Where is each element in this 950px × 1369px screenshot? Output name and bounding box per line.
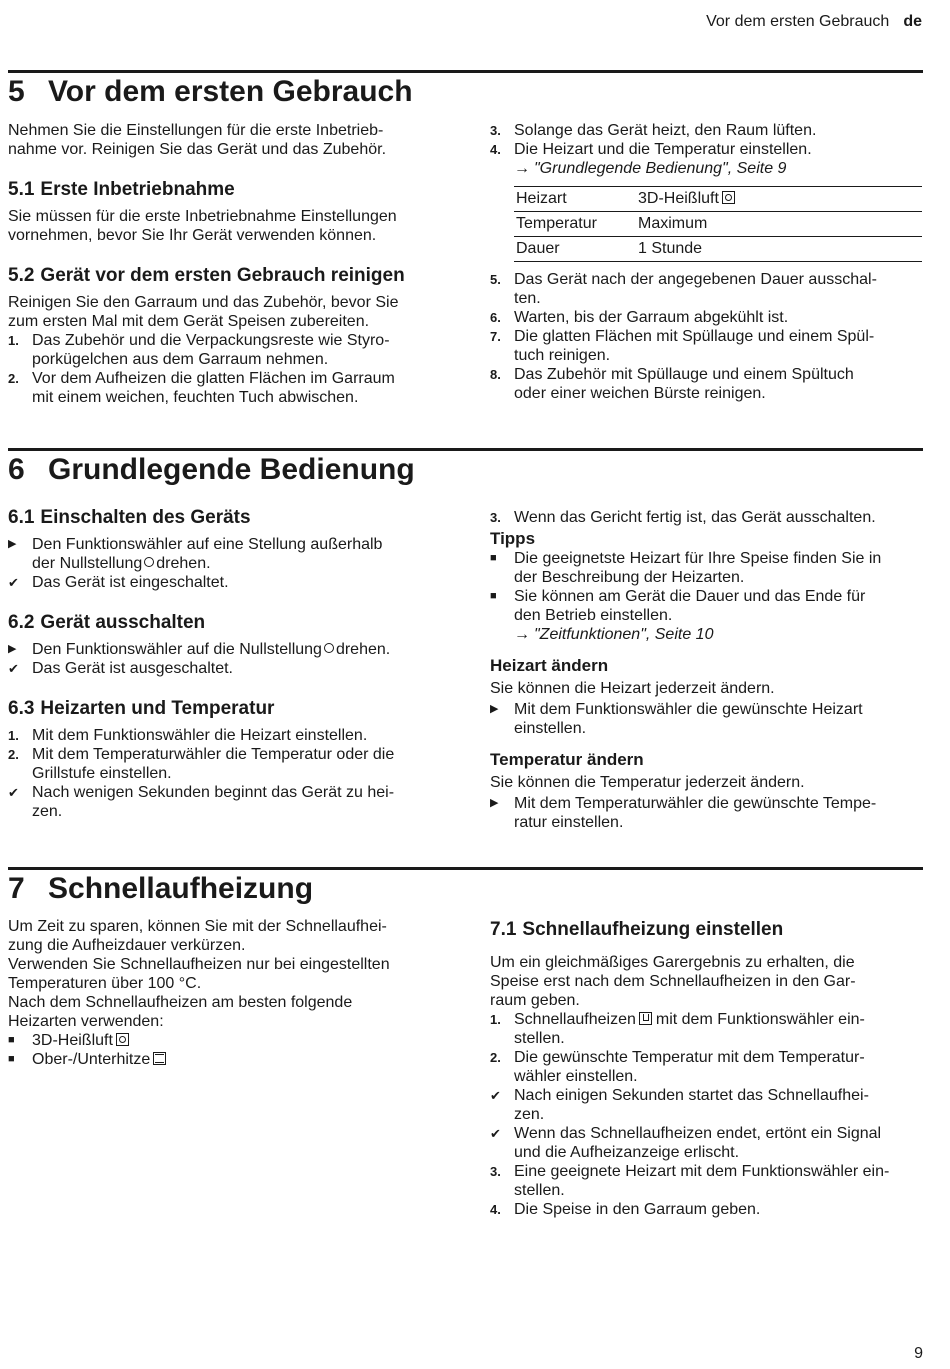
cross-reference-link[interactable]: → "Grundlegende Bedienung", Seite 9 [514,160,787,177]
bullet-square-icon: ■ [8,1034,15,1046]
quick-heat-icon [639,1012,652,1025]
cross-reference-link[interactable]: → "Zeitfunktionen", Seite 10 [514,626,714,643]
list-item: 3. Wenn das Gericht fertig ist, das Gerät ausschalten. [490,509,876,526]
zero-position-icon [324,643,334,653]
header-language: de [903,13,922,30]
list-item: 4. Die Speise in den Garraum geben. [490,1201,761,1218]
action-triangle-icon: ▶ [490,703,499,715]
hot-air-3d-icon [722,191,735,204]
s71-heading: 7.1 Schnellaufheizung einstellen [490,919,784,940]
section-6-heading: 6 Grundlegende Bedienung [8,453,415,486]
list-item: 1. Mit dem Funktionswähler die Heizart einstellen. [8,727,368,744]
table-row: Heizart 3D-Heißluft [514,187,922,212]
s52-heading: 5.2 Gerät vor dem ersten Gebrauch reinigen [8,265,405,286]
section-7-rule [8,867,923,870]
page-number: 9 [914,1345,923,1362]
heizart-list [490,700,922,738]
list-item: 1. Schnellaufheizen mit dem Funktionswähler ein- stellen. [490,1011,865,1047]
list-item: 8. Das Zubehör mit Spüllauge und einem Spültuch oder einer weichen Bürste reinigen. [490,366,854,402]
check-icon: ✔ [490,1126,501,1141]
list-item: ■ Ober-/Unterhitze [8,1050,440,1069]
s61-heading: 6.1 Einschalten des Geräts [8,507,251,528]
temperature-list [490,794,922,832]
s51-text: Sie müssen für die erste Inbetriebnahme Einstellungen vornehmen, bevor Sie Ihr Gerät verwenden können. [8,208,397,244]
section-7-left-column [8,917,440,1069]
s63-list [8,726,440,821]
top-bottom-heat-icon [153,1052,166,1065]
hot-air-3d-icon [116,1033,129,1046]
tips-list [490,549,922,644]
list-item: 3. Solange das Gerät heizt, den Raum lüften. [490,122,817,139]
table-row: Temperatur Maximum [514,212,922,237]
list-item: ■ 3D-Heißluft [8,1031,440,1050]
s61-list [8,535,440,592]
list-item: ▶ Mit dem Temperaturwähler die gewünschte Tempe- ratur einstellen. [490,795,877,831]
list-item: ✔ Nach einigen Sekunden startet das Schnellaufhei- zen. [490,1087,869,1123]
list-item: 2. Die gewünschte Temperatur mit dem Temperatur- wähler einstellen. [490,1049,865,1085]
check-icon: ✔ [8,785,19,800]
running-header [706,12,922,31]
s51-heading: 5.1 Erste Inbetriebnahme [8,179,235,200]
list-item: 6. Warten, bis der Garraum abgekühlt ist. [490,309,789,326]
list-item: 5. Das Gerät nach der angegebenen Dauer ausschal- ten. [490,271,877,307]
list-item: 4. Die Heizart und die Temperatur einstellen. → "Grundlegende Bedienung", Seite 9 [490,141,812,177]
check-icon: ✔ [490,1088,501,1103]
section-5-rule [8,70,923,73]
section-5-heading: 5 Vor dem ersten Gebrauch [8,75,413,108]
list-item: ■ Sie können am Gerät die Dauer und das Ende für den Betrieb einstellen. → "Zeitfunktionen", Seite 10 [490,588,866,643]
bullet-square-icon: ■ [490,590,497,602]
action-triangle-icon: ▶ [490,797,499,809]
s7-bullets [8,1031,440,1069]
section-6-rule [8,448,923,451]
s5-steps-a [490,121,922,178]
zero-position-icon [144,557,154,567]
list-item: 7. Die glatten Flächen mit Spüllauge und einem Spül- tuch reinigen. [490,328,875,364]
arrow-right-icon: → [514,626,530,643]
list-item: 2. Vor dem Aufheizen die glatten Flächen im Garraum mit einem weichen, feuchten Tuch abwischen. [8,370,395,406]
list-item: ✔ Das Gerät ist ausgeschaltet. [8,660,233,677]
check-icon: ✔ [8,575,19,590]
list-item: 3. Eine geeignete Heizart mit dem Funktionswähler ein- stellen. [490,1163,890,1199]
bullet-square-icon: ■ [490,552,497,564]
section-7-right-column [490,919,922,1219]
tips-heading: Tipps [490,529,536,548]
header-title: Vor dem ersten Gebrauch [706,13,890,30]
check-icon: ✔ [8,661,19,676]
temperature-text: Sie können die Temperatur jederzeit ändern. [490,774,805,791]
temperature-heading: Temperatur ändern [490,750,644,769]
list-item: ■ Die geeignetste Heizart für Ihre Speise finden Sie in der Beschreibung der Heizarten. [490,550,882,586]
s63-heading: 6.3 Heizarten und Temperatur [8,698,275,719]
section-6-left-column [8,507,440,821]
heizart-text: Sie können die Heizart jederzeit ändern. [490,680,775,697]
s62-list [8,640,440,678]
list-item: 1. Das Zubehör und die Verpackungsreste wie Styro- porkügelchen aus dem Garraum nehmen. [8,332,390,368]
list-item: ✔ Wenn das Schnellaufheizen endet, ertönt ein Signal und die Aufheizanzeige erlischt. [490,1125,882,1161]
table-row: Dauer 1 Stunde [514,237,922,262]
section-5-right-column [490,121,922,403]
list-item: ✔ Das Gerät ist eingeschaltet. [8,574,229,591]
list-item: ▶ Den Funktionswähler auf die Nullstellung drehen. [8,641,391,658]
s62-heading: 6.2 Gerät ausschalten [8,612,206,633]
heizart-heading: Heizart ändern [490,656,609,675]
action-triangle-icon: ▶ [8,643,17,655]
list-item: ▶ Mit dem Funktionswähler die gewünschte Heizart einstellen. [490,701,863,737]
list-item: 2. Mit dem Temperaturwähler die Temperatur oder die Grillstufe einstellen. [8,746,395,782]
list-item: ▶ Den Funktionswähler auf eine Stellung außerhalb der Nullstellung drehen. [8,536,383,572]
s5-steps-b [490,270,922,403]
s6-right-step [490,508,922,527]
s7-intro: Um Zeit zu sparen, können Sie mit der Schnellaufhei- zung die Aufheizdauer verkürzen. Verwenden Sie Schnellaufheizen nur bei eingestellten Temperaturen über 100 °C. Nach dem Schnellaufheizen am besten folgende Heizarten verwenden: [8,918,390,1030]
s71-text: Um ein gleichmäßiges Garergebnis zu erhalten, die Speise erst nach dem Schnellaufheizen in den Gar- raum geben. [490,954,856,1009]
action-triangle-icon: ▶ [8,538,17,550]
section-5-left-column [8,121,440,407]
section-6-right-column [490,508,922,832]
s52-text: Reinigen Sie den Garraum und das Zubehör, bevor Sie zum ersten Mal mit dem Gerät Speisen zubereiten. [8,294,399,330]
bullet-square-icon: ■ [8,1053,15,1065]
s52-steps [8,331,440,407]
s71-steps [490,1010,922,1219]
settings-table [514,186,922,262]
section-7-heading: 7 Schnellaufheizung [8,872,314,905]
s5-intro: Nehmen Sie die Einstellungen für die erste Inbetrieb- nahme vor. Reinigen Sie das Gerät und das Zubehör. [8,122,387,158]
list-item: ✔ Nach wenigen Sekunden beginnt das Gerät zu hei- zen. [8,784,395,820]
arrow-right-icon: → [514,160,530,177]
